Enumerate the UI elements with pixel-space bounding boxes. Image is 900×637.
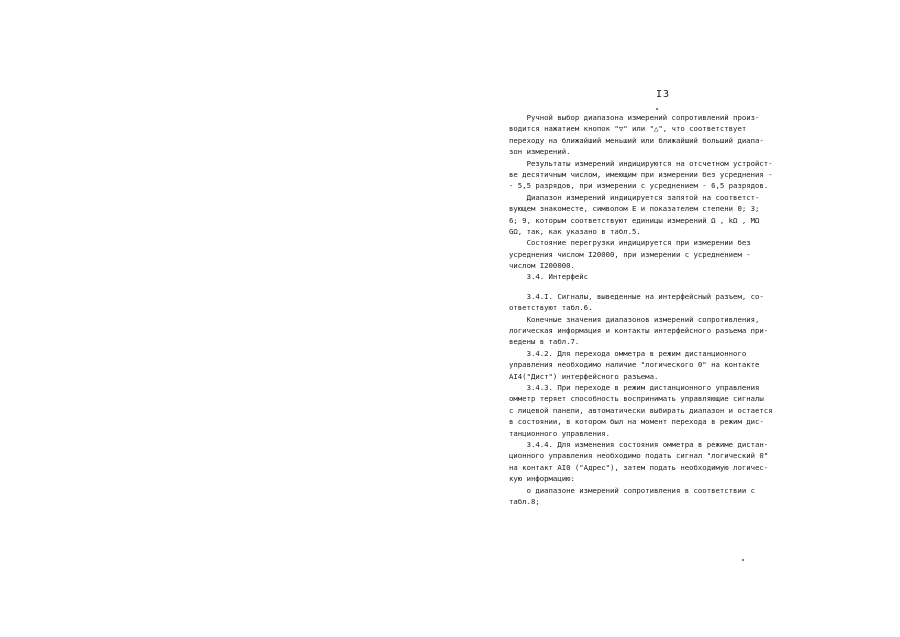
text-line: Состояние перегрузки индицируется при измерении без (509, 238, 751, 248)
text-line: 3.4.4. Для изменения состояния омметра в режиме дистан- (509, 439, 769, 449)
text-line: зон измерений. (509, 147, 571, 157)
text-line: водится нажатием кнопок "▽" или "△", что соответствует (509, 124, 747, 134)
text-line: ве десятичным числом, имеющим при измерении без усреднения - (509, 169, 773, 179)
text-line: GΩ, так, как указано в табл.5. (509, 226, 641, 236)
text-line: усреднения числом I20000, при измерении с усреднением - (509, 249, 751, 259)
text-line: - 5,5 разрядов, при измерении с усреднением - 6,5 разрядов. (509, 181, 769, 191)
text-line: 6; 9, которым соответствуют единицы измерений Ω , kΩ , MΩ (509, 215, 760, 225)
text-line: 3.4.2. Для перехода омметра в режим дистанционного (509, 348, 747, 358)
text-line: управления необходимо наличие "логического 0" на контакте (509, 360, 760, 370)
text-line: 3.4.3. При переходе в режим дистанционного управления (509, 382, 760, 392)
text-line: логическая информация и контакты интерфейсного разъема при- (509, 326, 769, 336)
text-line: в состоянии, в котором был на момент перехода в режим дис- (509, 417, 764, 427)
text-line: кую информацию: (509, 474, 575, 484)
text-line: Ручной выбор диапазона измерений сопротивлений произ- (509, 113, 760, 122)
text-line: Конечные значения диапазонов измерений сопротивления, (509, 314, 760, 324)
page-number: I3 (656, 89, 671, 100)
text-line: переходу на ближайший меньший или ближайший больший диапа- (509, 135, 764, 145)
text-line: 3.4. Интерфейс (509, 272, 589, 282)
text-line: танционного управления. (509, 428, 611, 438)
text-line: омметр теряет способность воспринимать управляющие сигналы (509, 394, 764, 404)
text-line: Результаты измерений индицируются на отсчетном устройст- (509, 158, 773, 168)
text-line: на контакт AI0 ("Адрес"), затем подать необходимую логичес- (509, 462, 769, 472)
text-line: с лицевой панели, автоматически выбирать диапазон и остается (509, 405, 773, 415)
text-line: ведены в табл.7. (509, 337, 580, 347)
text-line: Диапазон измерений индицируется запятой на соответст- (509, 192, 760, 202)
text-line: ционного управления необходимо подать сигнал "логический 0" (509, 451, 769, 461)
text-line: о диапазоне измерений сопротивления в соответствии с (509, 485, 756, 495)
scan-speck (742, 559, 744, 561)
body-text (509, 112, 799, 507)
text-line: 3.4.I. Сигналы, выведенные на интерфейсный разъем, со- (509, 291, 764, 301)
text-line: ответствуют табл.6. (509, 303, 593, 313)
text-line: табл.8; (509, 496, 540, 506)
text-line: AI4("Дист") интерфейсного разъема. (509, 371, 659, 381)
text-line: вующем знакоместе, символом E и показателем степени 0; 3; (509, 204, 760, 214)
text-line (509, 283, 799, 291)
text-line: числом I200000. (509, 261, 575, 271)
scan-speck (656, 108, 658, 110)
